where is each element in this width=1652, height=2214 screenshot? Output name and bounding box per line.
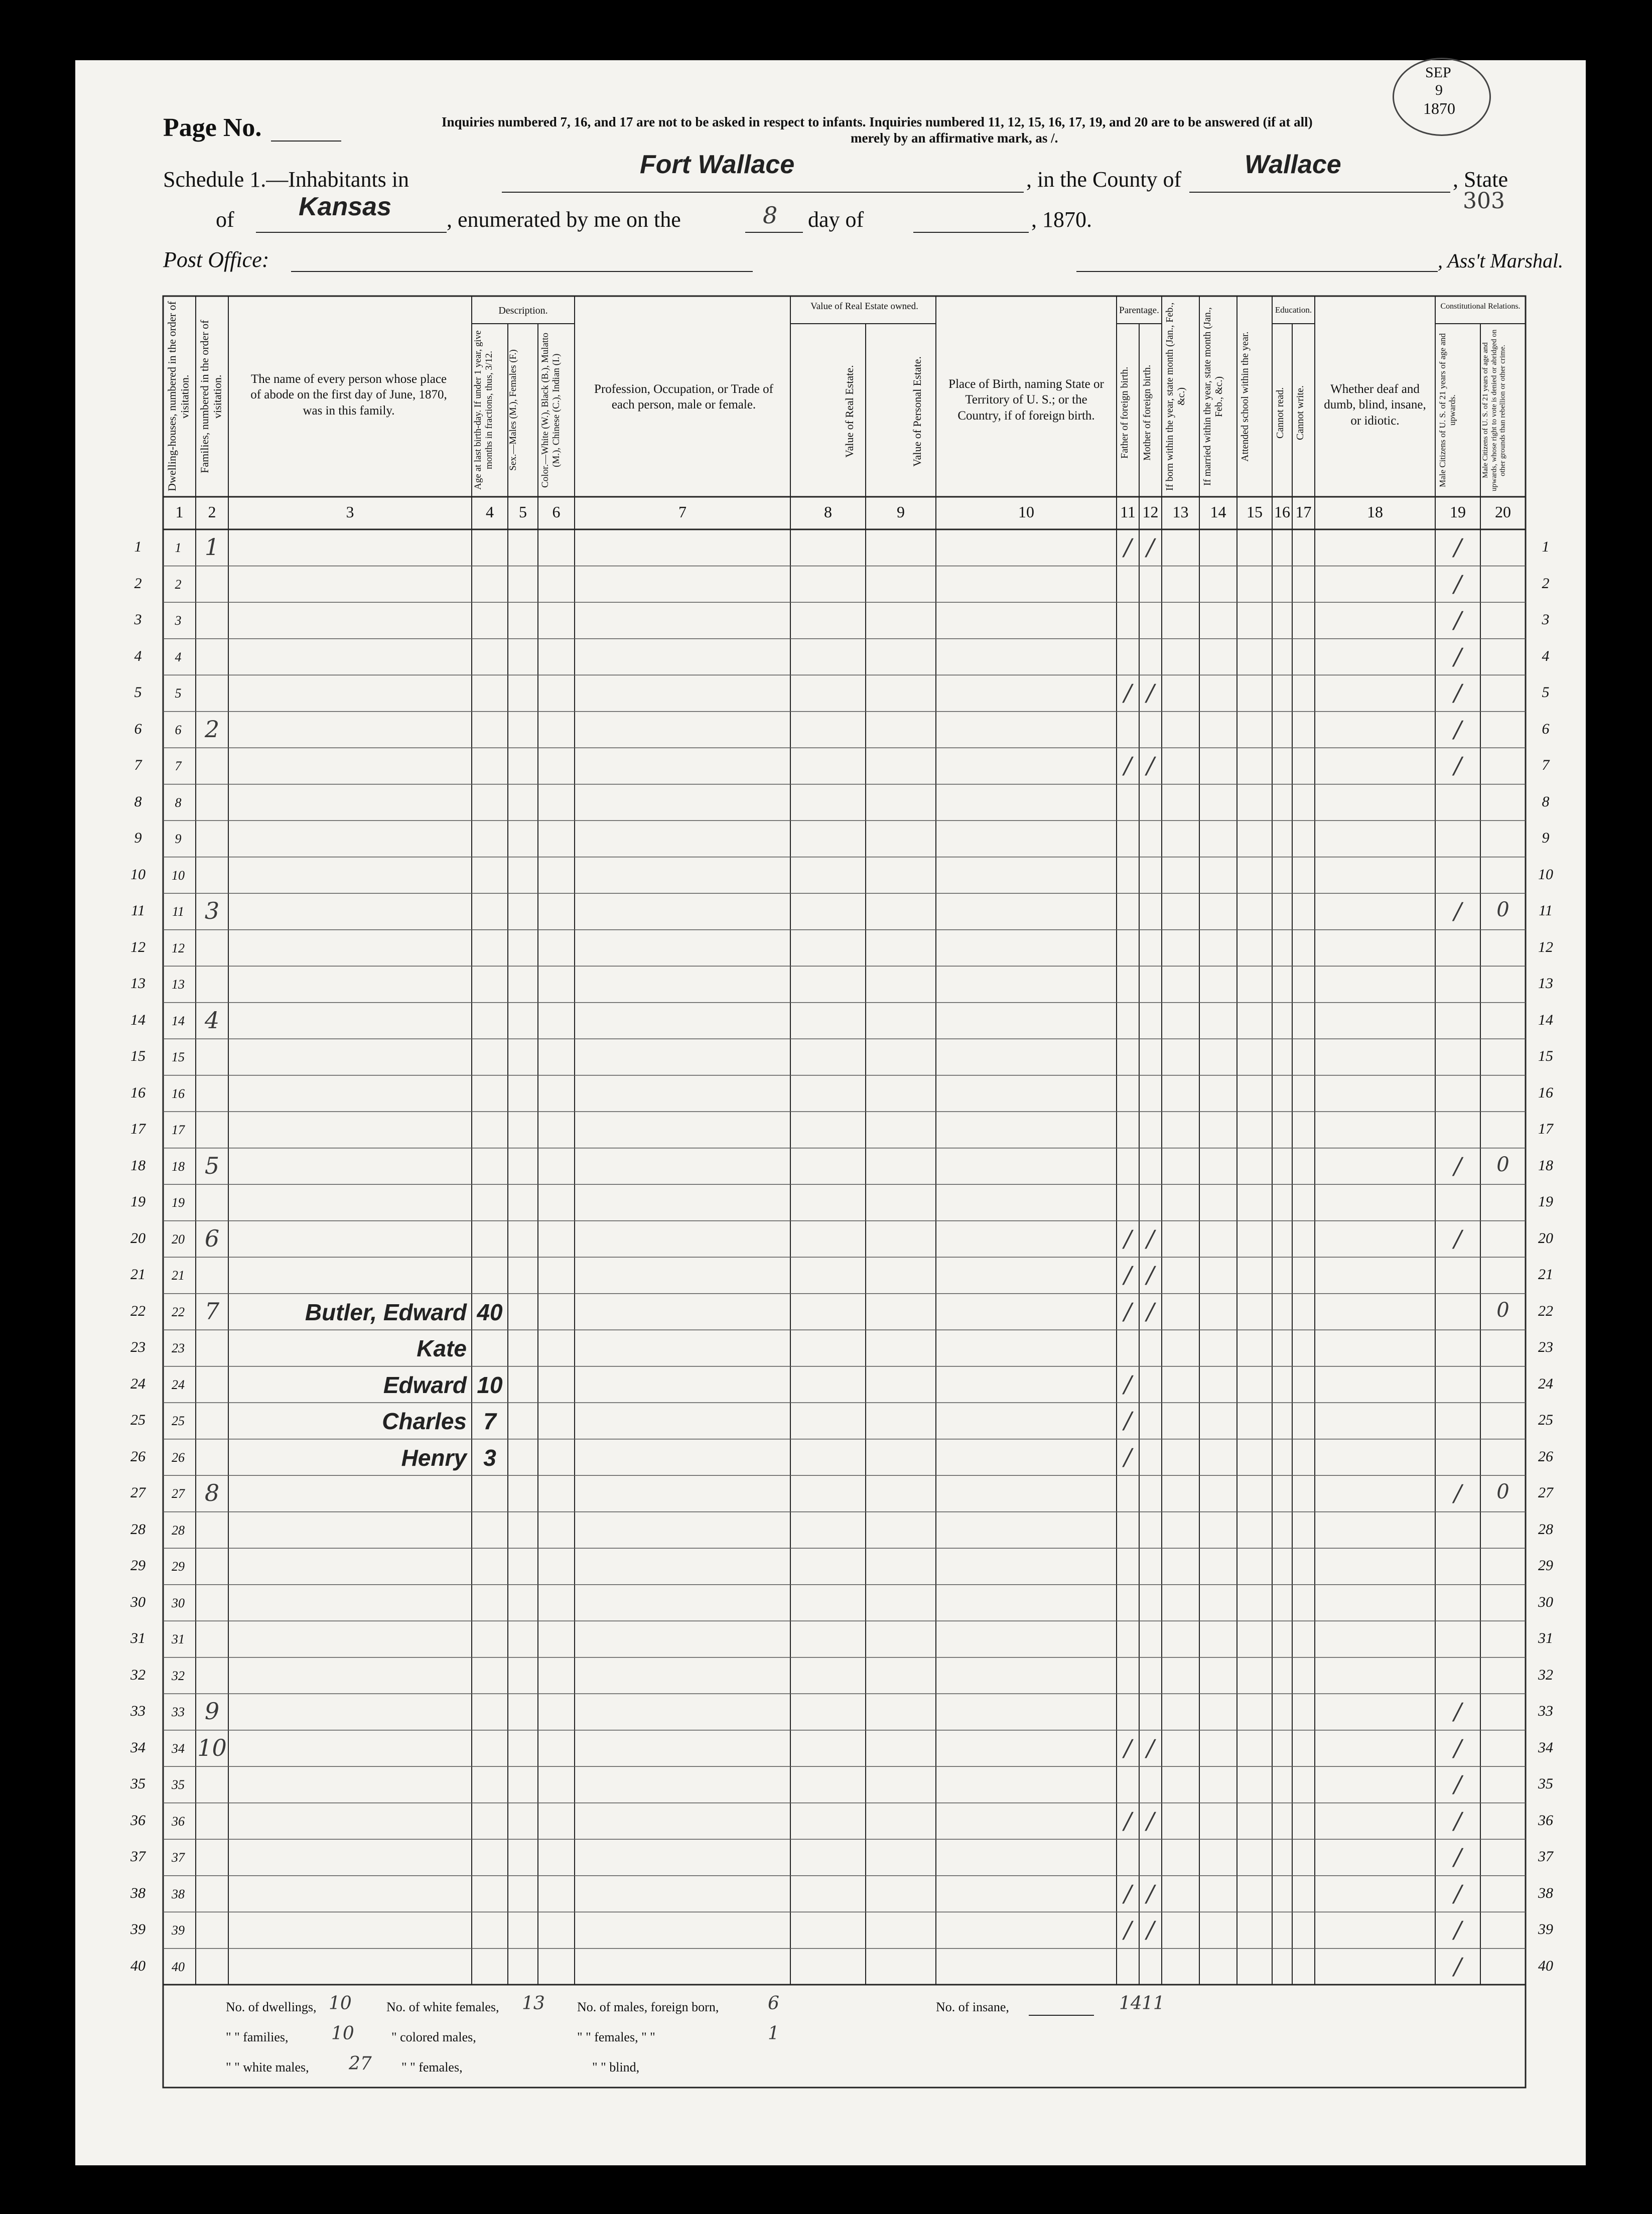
row-number-right: 18 <box>1538 1157 1553 1174</box>
row-number-right: 29 <box>1538 1557 1553 1574</box>
row-number-left: 38 <box>130 1884 146 1901</box>
col16-header: Cannot read. <box>1275 387 1286 439</box>
col20-header: Male Citizens of U. S. of 21 years of age and upwards, whose right to vote is denied or abridged on other grounds than rebellion or other crime. <box>1481 329 1507 491</box>
row-number-in-table: 37 <box>172 1850 185 1865</box>
row-number-right: 23 <box>1538 1339 1553 1355</box>
citizen-mark: / <box>1454 1479 1462 1506</box>
white-males-label: " " white males, <box>226 2060 309 2074</box>
enumerated-label: , enumerated by me on the <box>447 207 681 232</box>
county-value: Wallace <box>1245 150 1341 179</box>
citizen-mark: / <box>1454 570 1462 597</box>
row-number-in-table: 20 <box>172 1231 185 1247</box>
row-number-in-table: 2 <box>175 577 182 592</box>
family-number: 3 <box>204 897 220 924</box>
row-number-right: 14 <box>1538 1011 1553 1028</box>
row-number-in-table: 22 <box>172 1304 185 1319</box>
row-number-left: 4 <box>134 647 142 664</box>
row-number-in-table: 23 <box>172 1341 185 1355</box>
day-value: 8 <box>763 202 778 229</box>
row-number-left: 15 <box>130 1048 146 1064</box>
column-number: 4 <box>486 503 494 521</box>
father-foreign-mark: / <box>1124 1807 1132 1834</box>
column-number: 11 <box>1120 503 1136 521</box>
row-number-left: 33 <box>130 1703 146 1719</box>
person-name: Kate <box>417 1335 467 1361</box>
col14-header: If married within the year, state month (Jan., Feb., &c.) <box>1202 307 1224 486</box>
citizen-mark: / <box>1454 1770 1462 1797</box>
col12-header: Mother of foreign birth. <box>1142 364 1153 461</box>
instructions-note-line1: Inquiries numbered 7, 16, and 17 are not to be asked in respect to infants. Inquiries numbered 11, 12, 15, 16, 17, 19, and 20 are to be answered (if at all) <box>442 114 1313 129</box>
row-number-right: 13 <box>1538 975 1553 992</box>
row-number-in-table: 9 <box>175 832 182 846</box>
row-number-in-table: 13 <box>172 977 185 992</box>
row-number-left: 17 <box>130 1121 146 1137</box>
row-number-in-table: 33 <box>172 1705 185 1719</box>
col7-header: Profession, Occupation, or Trade of each person, male or female. <box>594 382 773 412</box>
col11-header: Father of foreign birth. <box>1119 366 1130 459</box>
citizen-mark: / <box>1454 533 1462 561</box>
person-name: Edward <box>383 1371 467 1398</box>
row-number-right: 26 <box>1538 1448 1553 1465</box>
of-label: of <box>216 207 234 232</box>
constitutional-group-header: Constitutional Relations. <box>1440 302 1521 311</box>
father-foreign-mark: / <box>1124 1734 1132 1761</box>
row-number-left: 21 <box>130 1266 146 1283</box>
row-number-right: 28 <box>1538 1520 1553 1538</box>
family-number: 4 <box>204 1006 220 1034</box>
citizen-mark: / <box>1454 897 1462 924</box>
row-number-left: 27 <box>130 1484 146 1501</box>
row-number-left: 19 <box>130 1193 146 1210</box>
row-number-right: 38 <box>1538 1884 1553 1901</box>
row-number-right: 9 <box>1542 829 1550 846</box>
person-name: Henry <box>401 1444 467 1471</box>
row-number-right: 22 <box>1538 1302 1553 1319</box>
column-number: 13 <box>1172 503 1189 521</box>
family-number: 10 <box>197 1734 227 1761</box>
row-number-in-table: 8 <box>175 795 182 810</box>
females-foreign-label: " " females, " " <box>577 2030 655 2044</box>
row-number-left: 32 <box>130 1666 146 1683</box>
vote-denied-mark: 0 <box>1496 898 1509 921</box>
column-number: 3 <box>346 503 354 521</box>
row-number-left: 25 <box>130 1412 146 1428</box>
family-number: 6 <box>204 1224 220 1252</box>
col8-header: Value of Real Estate. <box>843 365 856 458</box>
tally-col11: 14 <box>1119 1993 1142 2014</box>
mother-foreign-mark: / <box>1146 1879 1155 1907</box>
row-number-right: 32 <box>1538 1666 1553 1683</box>
citizen-mark: / <box>1454 1843 1462 1870</box>
family-number: 1 <box>204 533 220 561</box>
row-rules <box>163 566 1526 1949</box>
row-number-left: 14 <box>130 1011 146 1028</box>
mother-foreign-mark: / <box>1146 752 1155 779</box>
row-number-in-table: 26 <box>172 1450 185 1465</box>
column-number: 8 <box>824 503 832 521</box>
row-number-left: 7 <box>134 757 142 773</box>
row-number-in-table: 19 <box>172 1195 185 1210</box>
person-age: 7 <box>483 1408 496 1434</box>
col5-header: Sex.—Males (M.), Females (F.) <box>508 349 518 471</box>
father-foreign-mark: / <box>1124 1297 1132 1325</box>
stamp-month: SEP <box>1425 64 1451 81</box>
row-number-right: 2 <box>1542 575 1550 592</box>
row-number-left: 12 <box>130 938 146 955</box>
row-number-in-table: 17 <box>172 1123 185 1137</box>
mother-foreign-mark: / <box>1146 1297 1155 1325</box>
row-number-in-table: 21 <box>172 1268 185 1283</box>
column-number: 14 <box>1210 503 1226 521</box>
schedule-label: Schedule 1.—Inhabitants in <box>163 167 409 192</box>
mother-foreign-mark: / <box>1146 679 1155 706</box>
row-number-left: 5 <box>134 684 142 701</box>
row-number-right: 20 <box>1538 1229 1553 1247</box>
place-value: Fort Wallace <box>640 150 795 179</box>
row-number-right: 36 <box>1538 1812 1553 1829</box>
column-number: 5 <box>519 503 527 521</box>
census-sheet <box>75 60 1586 2165</box>
table-outline <box>163 296 1526 2088</box>
row-number-left: 29 <box>130 1557 146 1574</box>
person-age: 10 <box>477 1371 503 1398</box>
parentage-group-header: Parentage. <box>1119 305 1159 316</box>
row-number-in-table: 31 <box>172 1632 185 1646</box>
families-value: 10 <box>331 2023 354 2044</box>
row-number-left: 26 <box>130 1448 146 1465</box>
column-rules <box>163 296 1526 1985</box>
row-number-in-table: 34 <box>172 1741 185 1756</box>
col13-header: If born within the year, state month (Jan., Feb., &c.) <box>1164 302 1187 491</box>
row-number-left: 22 <box>130 1302 146 1319</box>
stamp-day: 9 <box>1435 82 1443 98</box>
row-number-in-table: 25 <box>172 1414 185 1428</box>
row-number-in-table: 18 <box>172 1159 185 1174</box>
stamp-year: 1870 <box>1423 99 1455 117</box>
row-number-right: 10 <box>1538 866 1553 883</box>
mother-foreign-mark: / <box>1146 1734 1155 1761</box>
row-number-in-table: 35 <box>172 1777 185 1792</box>
row-number-in-table: 40 <box>172 1959 185 1974</box>
row-number-right: 5 <box>1542 684 1550 701</box>
row-number-in-table: 6 <box>175 722 182 737</box>
citizen-mark: / <box>1454 715 1462 743</box>
row-number-right: 3 <box>1542 611 1550 628</box>
dwellings-label: No. of dwellings, <box>226 2000 317 2014</box>
row-number-right: 27 <box>1538 1484 1553 1501</box>
row-number-right: 39 <box>1538 1921 1553 1938</box>
father-foreign-mark: / <box>1124 1224 1132 1252</box>
row-number-right: 37 <box>1538 1848 1553 1865</box>
row-number-left: 3 <box>134 611 142 628</box>
col18-header: Whether deaf and dumb, blind, insane, or idiotic. <box>1324 382 1426 428</box>
father-foreign-mark: / <box>1124 1370 1132 1398</box>
father-foreign-mark: / <box>1124 1443 1132 1470</box>
father-foreign-mark: / <box>1124 1916 1132 1943</box>
father-foreign-mark: / <box>1124 1879 1132 1907</box>
citizen-mark: / <box>1454 752 1462 779</box>
row-number-left: 28 <box>130 1520 146 1538</box>
row-number-left: 2 <box>134 575 142 592</box>
row-number-left: 23 <box>130 1339 146 1355</box>
person-name: Butler, Edward <box>305 1299 467 1325</box>
citizen-mark: / <box>1454 679 1462 706</box>
row-number-right: 25 <box>1538 1412 1553 1428</box>
females-foreign-value: 1 <box>768 2023 779 2044</box>
row-number-right: 35 <box>1538 1775 1553 1792</box>
col3-header: The name of every person whose place of abode on the first day of June, 1870, was in this family. <box>250 372 447 418</box>
row-number-right: 17 <box>1538 1121 1553 1137</box>
white-females-value: 13 <box>522 1993 545 2014</box>
column-number: 20 <box>1495 503 1511 521</box>
row-number-left: 20 <box>130 1229 146 1247</box>
col6-header: Color.—White (W.), Black (B.), Mulatto (M.), Chinese (C.), Indian (I.) <box>540 332 562 488</box>
education-group-header: Education. <box>1275 305 1312 315</box>
asst-marshal-label: , Ass't Marshal. <box>1438 249 1564 272</box>
day-of-label: day of <box>808 207 864 232</box>
stamp-number: 303 <box>1463 188 1505 214</box>
col9-header: Value of Personal Estate. <box>911 356 923 467</box>
row-number-left: 36 <box>130 1812 146 1829</box>
citizen-mark: / <box>1454 1224 1462 1252</box>
row-number-left: 6 <box>134 720 142 737</box>
row-number-right: 40 <box>1538 1957 1553 1974</box>
row-number-left: 40 <box>130 1957 146 1974</box>
row-number-right: 4 <box>1542 647 1550 664</box>
males-foreign-label: No. of males, foreign born, <box>577 2000 719 2014</box>
mother-foreign-mark: / <box>1146 1916 1155 1943</box>
row-number-left: 13 <box>130 975 146 992</box>
father-foreign-mark: / <box>1124 533 1132 561</box>
family-number: 5 <box>204 1152 220 1179</box>
col17-header: Cannot write. <box>1295 385 1306 440</box>
row-number-right: 7 <box>1542 757 1550 773</box>
col15-header: Attended school within the year. <box>1240 331 1251 462</box>
white-females-label: No. of white females, <box>386 2000 499 2014</box>
column-number: 9 <box>897 503 905 521</box>
mother-foreign-mark: / <box>1146 1261 1155 1288</box>
row-number-in-table: 3 <box>175 613 182 628</box>
row-number-left: 31 <box>130 1630 146 1646</box>
description-group-header: Description. <box>498 305 548 316</box>
row-number-left: 35 <box>130 1775 146 1792</box>
row-number-left: 37 <box>130 1848 146 1865</box>
col19-header: Male Citizens of U. S. of 21 years of age and upwards. <box>1438 333 1457 487</box>
instructions-note-line2: merely by an affirmative mark, as /. <box>851 130 1058 146</box>
citizen-mark: / <box>1454 606 1462 633</box>
row-number-in-table: 28 <box>172 1523 185 1538</box>
citizen-mark: / <box>1454 1807 1462 1834</box>
county-label: , in the County of <box>1026 167 1182 192</box>
row-number-in-table: 7 <box>175 759 182 773</box>
row-number-left: 16 <box>130 1084 146 1101</box>
colored-females-label: " " females, <box>401 2060 463 2074</box>
row-number-in-table: 36 <box>172 1814 185 1829</box>
citizen-mark: / <box>1454 1916 1462 1943</box>
row-number-in-table: 32 <box>172 1668 185 1683</box>
dwellings-value: 10 <box>329 1993 352 2014</box>
colored-males-label: " colored males, <box>391 2030 476 2044</box>
row-number-right: 33 <box>1538 1703 1553 1719</box>
row-number-in-table: 15 <box>172 1050 185 1064</box>
row-number-left: 11 <box>131 902 145 919</box>
mother-foreign-mark: / <box>1146 533 1155 561</box>
column-number: 18 <box>1367 503 1383 521</box>
row-number-right: 30 <box>1538 1593 1553 1610</box>
row-number-in-table: 27 <box>172 1486 185 1501</box>
vote-denied-mark: 0 <box>1496 1153 1509 1176</box>
column-number: 6 <box>552 503 561 521</box>
state-label: , State <box>1453 167 1508 192</box>
row-number-left: 10 <box>130 866 146 883</box>
row-number-right: 8 <box>1542 793 1550 810</box>
post-office-label: Post Office: <box>163 247 269 272</box>
column-number: 7 <box>678 503 686 521</box>
father-foreign-mark: / <box>1124 679 1132 706</box>
citizen-mark: / <box>1454 1879 1462 1907</box>
father-foreign-mark: / <box>1124 1407 1132 1434</box>
row-number-right: 12 <box>1538 938 1553 955</box>
row-number-left: 34 <box>130 1739 146 1756</box>
row-number-in-table: 12 <box>172 940 185 955</box>
row-number-in-table: 38 <box>172 1886 185 1901</box>
row-number-right: 1 <box>1542 538 1550 555</box>
year-label: , 1870. <box>1031 207 1092 232</box>
insane-line <box>1029 2015 1094 2016</box>
vote-denied-mark: 0 <box>1496 1298 1509 1322</box>
citizen-mark: / <box>1454 1734 1462 1761</box>
row-number-in-table: 14 <box>172 1013 185 1028</box>
mother-foreign-mark: / <box>1146 1224 1155 1252</box>
row-number-right: 24 <box>1538 1375 1553 1392</box>
column-number: 12 <box>1142 503 1159 521</box>
citizen-mark: / <box>1454 642 1462 670</box>
row-number-right: 11 <box>1539 902 1553 919</box>
col1-header: Dwelling-houses, numbered in the order of visitation. <box>166 301 191 492</box>
row-number-right: 21 <box>1538 1266 1553 1283</box>
row-number-in-table: 1 <box>175 540 182 555</box>
row-number-left: 39 <box>130 1921 146 1938</box>
row-number-in-table: 16 <box>172 1086 185 1101</box>
col10-header: Place of Birth, naming State or Territory of U. S.; or the Country, if of foreign birth. <box>948 377 1104 423</box>
row-number-right: 15 <box>1538 1048 1553 1064</box>
person-age: 3 <box>483 1444 496 1471</box>
males-foreign-value: 6 <box>768 1993 779 2014</box>
mother-foreign-mark: / <box>1146 1807 1155 1834</box>
row-number-right: 16 <box>1538 1084 1553 1101</box>
row-number-in-table: 4 <box>175 649 182 664</box>
page-no-label: Page No. <box>163 113 262 142</box>
family-number: 9 <box>204 1698 220 1725</box>
citizen-mark: / <box>1454 1152 1462 1179</box>
row-number-right: 31 <box>1538 1630 1553 1646</box>
person-age: 40 <box>477 1299 503 1325</box>
family-number: 2 <box>204 715 220 743</box>
row-number-in-table: 30 <box>172 1595 185 1610</box>
row-number-left: 8 <box>134 793 142 810</box>
column-number: 15 <box>1247 503 1263 521</box>
row-number-in-table: 5 <box>175 686 182 701</box>
col2-header: Families, numbered in the order of visitation. <box>198 320 224 473</box>
person-name: Charles <box>382 1408 467 1434</box>
citizen-mark: / <box>1454 1952 1462 1980</box>
row-number-left: 24 <box>130 1375 146 1392</box>
row-number-left: 1 <box>134 538 142 555</box>
row-number-left: 30 <box>130 1593 146 1610</box>
column-number: 2 <box>208 503 216 521</box>
family-number: 7 <box>204 1297 220 1325</box>
column-number: 17 <box>1295 503 1312 521</box>
row-number-in-table: 24 <box>172 1377 185 1392</box>
state-value: Kansas <box>299 192 391 221</box>
blind-label: " " blind, <box>592 2060 640 2074</box>
col4-header: Age at last birth-day. If under 1 year, give months in fractions, thus, 3/12. <box>473 330 494 490</box>
row-number-right: 19 <box>1538 1193 1553 1210</box>
white-males-value: 27 <box>349 2053 372 2074</box>
vote-denied-mark: 0 <box>1496 1480 1509 1503</box>
column-number: 16 <box>1274 503 1290 521</box>
row-number-right: 34 <box>1538 1739 1553 1756</box>
insane-label: No. of insane, <box>936 2000 1009 2014</box>
row-number-in-table: 11 <box>172 904 185 919</box>
citizen-mark: / <box>1454 1698 1462 1725</box>
row-number-in-table: 10 <box>172 868 185 883</box>
row-number-left: 18 <box>130 1157 146 1174</box>
value-group-header: Value of Real Estate owned. <box>810 301 918 312</box>
column-number: 1 <box>175 503 184 521</box>
family-number: 8 <box>204 1479 220 1506</box>
row-number-left: 9 <box>134 829 142 846</box>
families-label: " " families, <box>226 2030 289 2044</box>
father-foreign-mark: / <box>1124 752 1132 779</box>
column-number: 10 <box>1018 503 1034 521</box>
column-number: 19 <box>1450 503 1466 521</box>
father-foreign-mark: / <box>1124 1261 1132 1288</box>
row-number-in-table: 39 <box>172 1923 185 1938</box>
row-number-right: 6 <box>1542 720 1550 737</box>
tally-col12: 11 <box>1142 1993 1165 2014</box>
row-number-in-table: 29 <box>172 1559 185 1574</box>
